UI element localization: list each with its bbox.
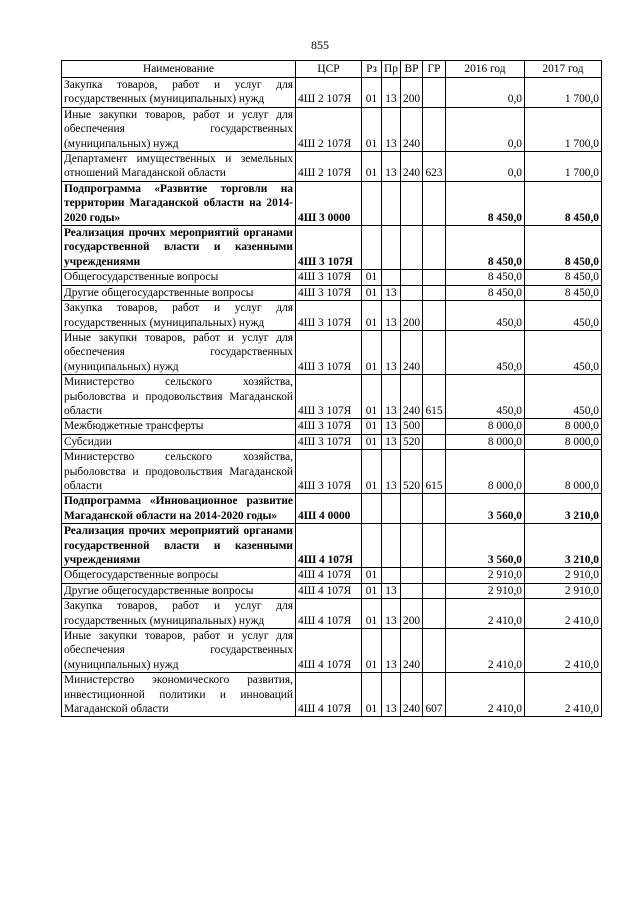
cell-vr: 500 xyxy=(401,419,423,434)
cell-gr xyxy=(423,301,446,331)
cell-2016: 8 450,0 xyxy=(446,226,525,270)
cell-pr xyxy=(382,226,401,270)
table-body xyxy=(62,78,602,717)
cell-vr: 240 xyxy=(401,152,423,182)
cell-2016: 8 000,0 xyxy=(446,450,525,494)
cell-2016: 8 000,0 xyxy=(446,434,525,449)
cell-pr xyxy=(382,181,401,225)
cell-vr: 200 xyxy=(401,78,423,108)
cell-gr xyxy=(423,599,446,629)
cell-rz: 01 xyxy=(362,599,382,629)
cell-rz: 01 xyxy=(362,583,382,598)
cell-2017: 8 450,0 xyxy=(525,226,602,270)
cell-csr: 4Ш 3 107Я xyxy=(296,434,362,449)
cell-vr xyxy=(401,583,423,598)
cell-gr xyxy=(423,270,446,285)
table-row xyxy=(62,419,602,434)
cell-2017: 2 410,0 xyxy=(525,673,602,717)
cell-pr: 13 xyxy=(382,419,401,434)
cell-name: Иные закупки товаров, работ и услуг для обеспечения государственных (муниципальных) нужд xyxy=(62,330,296,374)
cell-name: Другие общегосударственные вопросы xyxy=(62,583,296,598)
cell-csr: 4Ш 4 107Я xyxy=(296,629,362,673)
cell-csr: 4Ш 2 107Я xyxy=(296,152,362,182)
cell-rz: 01 xyxy=(362,107,382,151)
cell-name: Реализация прочих мероприятий органами государственной власти и казенными учреждениями xyxy=(62,226,296,270)
cell-vr xyxy=(401,270,423,285)
cell-rz: 01 xyxy=(362,434,382,449)
table-row xyxy=(62,524,602,568)
cell-2017: 1 700,0 xyxy=(525,107,602,151)
cell-vr: 200 xyxy=(401,599,423,629)
cell-rz: 01 xyxy=(362,375,382,419)
cell-name: Закупка товаров, работ и услуг для государственных (муниципальных) нужд xyxy=(62,301,296,331)
table-row xyxy=(62,434,602,449)
cell-gr: 623 xyxy=(423,152,446,182)
table-row xyxy=(62,375,602,419)
cell-name: Департамент имущественных и земельных отношений Магаданской области xyxy=(62,152,296,182)
cell-rz: 01 xyxy=(362,78,382,108)
cell-2016: 0,0 xyxy=(446,152,525,182)
cell-csr: 4Ш 2 107Я xyxy=(296,107,362,151)
cell-name: Закупка товаров, работ и услуг для государственных (муниципальных) нужд xyxy=(62,599,296,629)
cell-gr xyxy=(423,107,446,151)
cell-csr: 4Ш 4 0000 xyxy=(296,494,362,524)
cell-2017: 2 910,0 xyxy=(525,583,602,598)
table-row xyxy=(62,583,602,598)
cell-pr: 13 xyxy=(382,629,401,673)
cell-2016: 2 410,0 xyxy=(446,673,525,717)
cell-name: Подпрограмма «Инновационное развитие Магаданской области на 2014-2020 годы» xyxy=(62,494,296,524)
cell-pr: 13 xyxy=(382,78,401,108)
cell-2016: 3 560,0 xyxy=(446,524,525,568)
table-row xyxy=(62,568,602,583)
cell-vr xyxy=(401,494,423,524)
cell-rz: 01 xyxy=(362,270,382,285)
cell-pr xyxy=(382,270,401,285)
cell-2017: 8 000,0 xyxy=(525,450,602,494)
cell-csr: 4Ш 3 107Я xyxy=(296,285,362,300)
cell-2016: 2 910,0 xyxy=(446,568,525,583)
cell-pr: 13 xyxy=(382,673,401,717)
cell-vr xyxy=(401,568,423,583)
cell-pr: 13 xyxy=(382,434,401,449)
cell-2017: 2 910,0 xyxy=(525,568,602,583)
cell-2016: 450,0 xyxy=(446,330,525,374)
cell-csr: 4Ш 3 107Я xyxy=(296,270,362,285)
cell-rz: 01 xyxy=(362,450,382,494)
table-row xyxy=(62,226,602,270)
cell-pr xyxy=(382,524,401,568)
cell-name: Министерство сельского хозяйства, рыболовства и продовольствия Магаданской области xyxy=(62,375,296,419)
cell-vr: 240 xyxy=(401,629,423,673)
cell-name: Иные закупки товаров, работ и услуг для обеспечения государственных (муниципальных) нужд xyxy=(62,107,296,151)
cell-csr: 4Ш 3 107Я xyxy=(296,375,362,419)
cell-name: Субсидии xyxy=(62,434,296,449)
cell-gr xyxy=(423,226,446,270)
cell-2017: 8 450,0 xyxy=(525,270,602,285)
cell-csr: 4Ш 4 107Я xyxy=(296,673,362,717)
header-rz: Рз xyxy=(362,61,382,78)
table-row xyxy=(62,629,602,673)
cell-name: Общегосударственные вопросы xyxy=(62,270,296,285)
cell-vr: 240 xyxy=(401,330,423,374)
cell-2016: 8 450,0 xyxy=(446,285,525,300)
cell-gr xyxy=(423,629,446,673)
cell-gr xyxy=(423,524,446,568)
table-row xyxy=(62,181,602,225)
cell-name: Подпрограмма «Развитие торговли на территории Магаданской области на 2014-2020 годы» xyxy=(62,181,296,225)
table-row xyxy=(62,270,602,285)
cell-2017: 8 000,0 xyxy=(525,419,602,434)
cell-vr: 240 xyxy=(401,375,423,419)
cell-2017: 3 210,0 xyxy=(525,494,602,524)
cell-vr xyxy=(401,226,423,270)
header-2017: 2017 год xyxy=(525,61,602,78)
cell-2016: 2 410,0 xyxy=(446,629,525,673)
cell-2016: 450,0 xyxy=(446,375,525,419)
cell-pr: 13 xyxy=(382,301,401,331)
cell-csr: 4Ш 3 107Я xyxy=(296,301,362,331)
cell-name: Межбюджетные трансферты xyxy=(62,419,296,434)
table-row xyxy=(62,673,602,717)
cell-csr: 4Ш 3 107Я xyxy=(296,330,362,374)
header-pr: Пр xyxy=(382,61,401,78)
cell-rz xyxy=(362,524,382,568)
cell-2016: 2 910,0 xyxy=(446,583,525,598)
cell-gr xyxy=(423,419,446,434)
cell-vr: 240 xyxy=(401,107,423,151)
cell-rz: 01 xyxy=(362,285,382,300)
table-row xyxy=(62,599,602,629)
cell-2017: 8 450,0 xyxy=(525,181,602,225)
cell-pr: 13 xyxy=(382,330,401,374)
cell-2017: 2 410,0 xyxy=(525,629,602,673)
cell-pr: 13 xyxy=(382,583,401,598)
cell-2016: 3 560,0 xyxy=(446,494,525,524)
cell-csr: 4Ш 3 107Я xyxy=(296,419,362,434)
cell-rz xyxy=(362,226,382,270)
cell-rz: 01 xyxy=(362,629,382,673)
cell-pr: 13 xyxy=(382,107,401,151)
cell-gr xyxy=(423,494,446,524)
header-csr: ЦСР xyxy=(296,61,362,78)
cell-csr: 4Ш 4 107Я xyxy=(296,583,362,598)
cell-2017: 1 700,0 xyxy=(525,78,602,108)
cell-vr xyxy=(401,181,423,225)
cell-name: Закупка товаров, работ и услуг для государственных (муниципальных) нужд xyxy=(62,78,296,108)
page-number: 855 xyxy=(311,38,329,52)
cell-2017: 2 410,0 xyxy=(525,599,602,629)
cell-rz: 01 xyxy=(362,330,382,374)
cell-pr: 13 xyxy=(382,599,401,629)
cell-2017: 450,0 xyxy=(525,330,602,374)
cell-pr: 13 xyxy=(382,285,401,300)
cell-name: Другие общегосударственные вопросы xyxy=(62,285,296,300)
table-row xyxy=(62,330,602,374)
header-name: Наименование xyxy=(62,61,296,78)
cell-2016: 0,0 xyxy=(446,78,525,108)
cell-pr: 13 xyxy=(382,450,401,494)
cell-csr: 4Ш 3 0000 xyxy=(296,181,362,225)
cell-csr: 4Ш 4 107Я xyxy=(296,568,362,583)
cell-vr: 200 xyxy=(401,301,423,331)
cell-rz: 01 xyxy=(362,152,382,182)
cell-name: Иные закупки товаров, работ и услуг для обеспечения государственных (муниципальных) нужд xyxy=(62,629,296,673)
cell-csr: 4Ш 3 107Я xyxy=(296,450,362,494)
cell-rz xyxy=(362,181,382,225)
cell-rz xyxy=(362,494,382,524)
cell-csr: 4Ш 4 107Я xyxy=(296,599,362,629)
header-gr: ГР xyxy=(423,61,446,78)
budget-table xyxy=(61,60,602,717)
cell-2017: 450,0 xyxy=(525,375,602,419)
cell-gr xyxy=(423,434,446,449)
cell-2016: 0,0 xyxy=(446,107,525,151)
cell-2017: 1 700,0 xyxy=(525,152,602,182)
cell-2016: 2 410,0 xyxy=(446,599,525,629)
cell-gr: 607 xyxy=(423,673,446,717)
table-header-row xyxy=(62,61,602,78)
cell-2017: 450,0 xyxy=(525,301,602,331)
header-vr: ВР xyxy=(401,61,423,78)
cell-gr: 615 xyxy=(423,375,446,419)
cell-name: Общегосударственные вопросы xyxy=(62,568,296,583)
cell-2017: 8 000,0 xyxy=(525,434,602,449)
cell-gr xyxy=(423,181,446,225)
cell-gr: 615 xyxy=(423,450,446,494)
cell-pr: 13 xyxy=(382,375,401,419)
cell-2016: 8 000,0 xyxy=(446,419,525,434)
table-row xyxy=(62,152,602,182)
cell-2017: 8 450,0 xyxy=(525,285,602,300)
cell-csr: 4Ш 4 107Я xyxy=(296,524,362,568)
table-row xyxy=(62,78,602,108)
cell-vr: 520 xyxy=(401,450,423,494)
table-row xyxy=(62,301,602,331)
cell-gr xyxy=(423,568,446,583)
cell-pr xyxy=(382,494,401,524)
cell-rz: 01 xyxy=(362,568,382,583)
header-2016: 2016 год xyxy=(446,61,525,78)
cell-csr: 4Ш 2 107Я xyxy=(296,78,362,108)
cell-2016: 450,0 xyxy=(446,301,525,331)
cell-2016: 8 450,0 xyxy=(446,270,525,285)
cell-vr xyxy=(401,285,423,300)
table-row xyxy=(62,494,602,524)
cell-vr: 520 xyxy=(401,434,423,449)
cell-2017: 3 210,0 xyxy=(525,524,602,568)
cell-pr: 13 xyxy=(382,152,401,182)
cell-rz: 01 xyxy=(362,301,382,331)
cell-rz: 01 xyxy=(362,673,382,717)
cell-rz: 01 xyxy=(362,419,382,434)
cell-gr xyxy=(423,78,446,108)
cell-pr xyxy=(382,568,401,583)
cell-vr: 240 xyxy=(401,673,423,717)
cell-name: Министерство сельского хозяйства, рыболовства и продовольствия Магаданской области xyxy=(62,450,296,494)
cell-gr xyxy=(423,583,446,598)
cell-gr xyxy=(423,285,446,300)
table-row xyxy=(62,450,602,494)
table-row xyxy=(62,107,602,151)
cell-2016: 8 450,0 xyxy=(446,181,525,225)
cell-csr: 4Ш 3 107Я xyxy=(296,226,362,270)
table-row xyxy=(62,285,602,300)
cell-gr xyxy=(423,330,446,374)
cell-name: Реализация прочих мероприятий органами государственной власти и казенными учреждениями xyxy=(62,524,296,568)
cell-name: Министерство экономического развития, инвестиционной политики и инноваций Магаданской области xyxy=(62,673,296,717)
cell-vr xyxy=(401,524,423,568)
